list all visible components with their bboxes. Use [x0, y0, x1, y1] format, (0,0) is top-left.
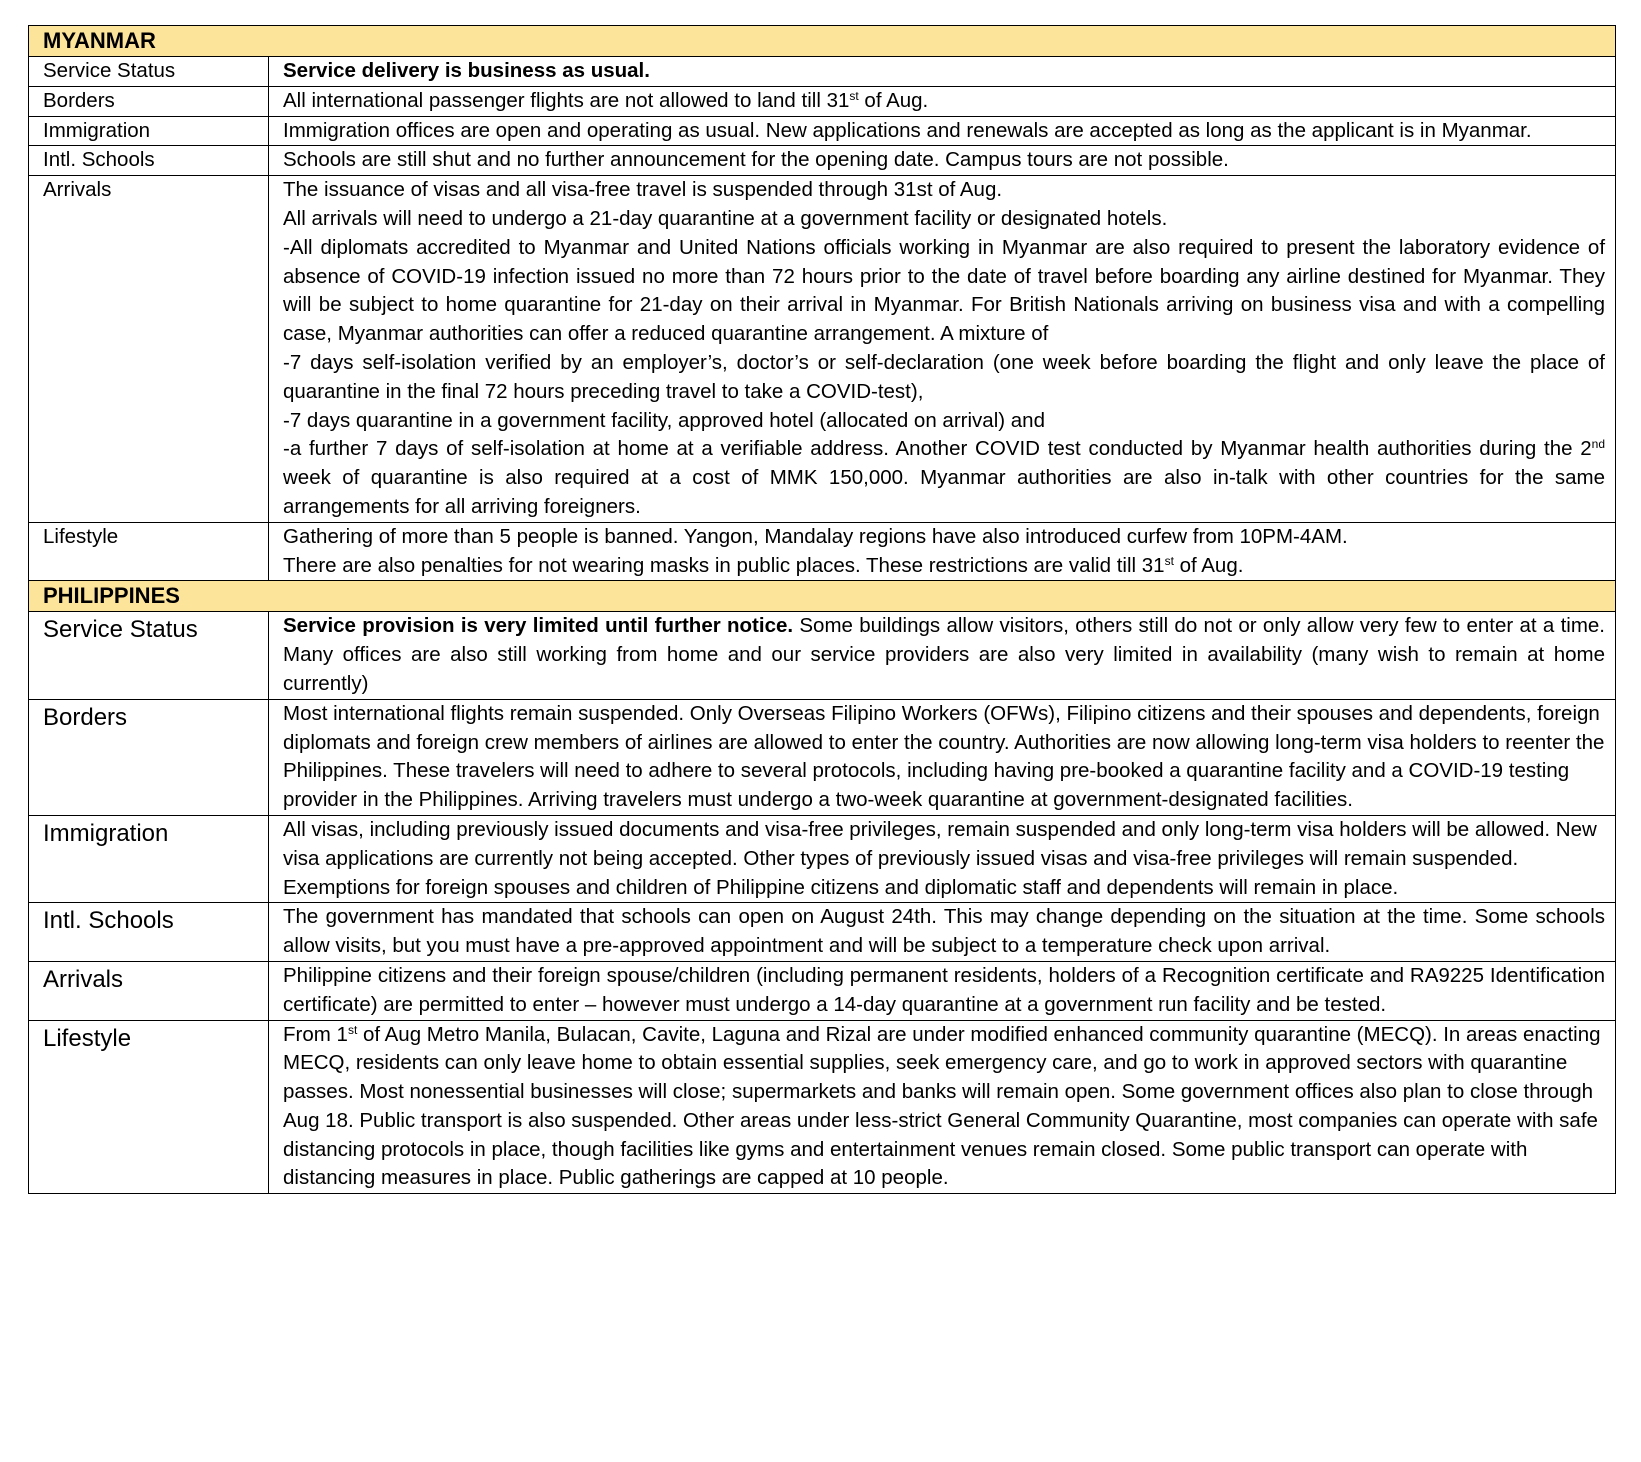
paragraph	[283, 962, 1605, 1020]
row-label: Intl. Schools	[29, 146, 269, 176]
country-header-row	[29, 581, 1616, 612]
paragraph	[283, 435, 1605, 521]
row-label: Borders	[29, 699, 269, 815]
advisory-document	[28, 25, 1615, 1194]
text-run: All visas, including previously issued documents and visa-free privileges, remain suspended and only long-term visa holders will be allowed. New visa applications are currently not being accepted. Other types of previously issued visas and visa-free privileges will remain suspended. Exemptions for foreign spouses and children of Philippine citizens and diplomatic staff and dependents will remain in place.	[283, 817, 1597, 899]
paragraph	[283, 117, 1605, 146]
row-label: Arrivals	[29, 961, 269, 1020]
ordinal-suffix: nd	[1591, 437, 1606, 452]
paragraph	[283, 349, 1605, 407]
row-value	[269, 612, 1616, 699]
paragraph	[283, 523, 1605, 552]
paragraph	[283, 176, 1605, 205]
text-run: -7 days quarantine in a government facility, approved hotel (allocated on arrival) and	[283, 408, 1045, 432]
text-run: Philippine citizens and their foreign spouse/children (including permanent residents, holders of a Recognition certificate and RA9225 Identification certificate) are permitted to enter – however must undergo a 14-day quarantine at a government run facility and be tested.	[283, 963, 1606, 1016]
row-value	[269, 815, 1616, 902]
table-row	[29, 86, 1616, 116]
row-value	[269, 146, 1616, 176]
table-row	[29, 57, 1616, 87]
paragraph	[283, 146, 1605, 175]
country-name: PHILIPPINES	[29, 581, 1616, 612]
paragraph	[283, 205, 1605, 234]
paragraph	[283, 700, 1605, 815]
row-label: Borders	[29, 86, 269, 116]
table-row	[29, 612, 1616, 699]
status-bold-text: Service provision is very limited until further notice.	[283, 614, 794, 638]
text-run: week of quarantine is also required at a cost of MMK 150,000. Myanmar authorities are also in-talk with other countries for the same arrangements for all arriving foreigners.	[283, 466, 1606, 518]
paragraph	[283, 87, 1605, 116]
row-value	[269, 961, 1616, 1020]
status-detail-text: Some buildings allow visitors, others still do not or only allow very few to enter at a time. Many offices are also still working from home and our service providers are also very limited in availability (many wish to remain at home currently)	[283, 614, 1606, 695]
text-run: There are also penalties for not wearing masks in public places. These restrictions are valid till 31	[283, 553, 1165, 577]
row-label: Arrivals	[29, 176, 269, 523]
row-value	[269, 86, 1616, 116]
country-status-table	[28, 25, 1616, 1194]
table-row	[29, 1020, 1616, 1194]
ordinal-suffix: st	[347, 1022, 358, 1037]
row-label: Intl. Schools	[29, 903, 269, 962]
table-row	[29, 961, 1616, 1020]
ordinal-suffix: st	[849, 88, 859, 103]
row-label: Immigration	[29, 116, 269, 146]
row-label: Service Status	[29, 57, 269, 87]
text-run: of Aug Metro Manila, Bulacan, Cavite, Laguna and Rizal are under modified enhanced community quarantine (MECQ). In areas enacting MECQ, residents can only leave home to obtain essential supplies, seek emergency care, and go to work in approved sectors with quarantine passes. Most nonessential businesses will close; supermarkets and banks will remain open. Some government offices also plan to close through Aug 18. Public transport is also suspended. Other areas under less-strict General Community Quarantine, most companies can operate with safe distancing protocols in place, though facilities like gyms and entertainment venues remain closed. Some public transport can operate with distancing measures in place. Public gatherings are capped at 10 people.	[283, 1022, 1601, 1190]
section-philippines	[29, 581, 1616, 1194]
table-row	[29, 146, 1616, 176]
text-run: -a further 7 days of self-isolation at home at a verifiable address. Another COVID test conducted by Myanmar health authorities during the 2	[283, 437, 1592, 461]
table-row	[29, 176, 1616, 523]
row-label: Lifestyle	[29, 1020, 269, 1194]
table-row	[29, 116, 1616, 146]
section-myanmar	[29, 26, 1616, 581]
row-value	[269, 1020, 1616, 1194]
row-value	[269, 903, 1616, 962]
table-row	[29, 522, 1616, 581]
text-run: The issuance of visas and all visa-free travel is suspended through 31st of Aug.	[283, 178, 1003, 202]
status-bold-text: Service delivery is business as usual.	[283, 59, 650, 82]
row-value	[269, 522, 1616, 581]
text-run: All international passenger flights are not allowed to land till 31	[283, 88, 850, 112]
paragraph	[283, 816, 1605, 902]
text-run: -7 days self-isolation verified by an employer’s, doctor’s or self-declaration (one week before boarding the flight and only leave the place of quarantine in the final 72 hours preceding travel to take a COVID-test),	[283, 350, 1606, 403]
text-run: Most international flights remain suspended. Only Overseas Filipino Workers (OFWs), Filipino citizens and their spouses and dependents, foreign diplomats and foreign crew members of airlines are allowed to enter the country. Authorities are now allowing long-term visa holders to reenter the Philippines. These travelers will need to adhere to several protocols, including having pre-booked a quarantine facility and a COVID-19 testing provider in the Philippines. Arriving travelers must undergo a two-week quarantine at government-designated facilities.	[283, 701, 1605, 812]
text-run: The government has mandated that schools can open on August 24th. This may change depending on the situation at the time. Some schools allow visits, but you must have a pre-approved appointment and will be subject to a temperature check upon arrival.	[283, 905, 1606, 958]
text-run: Immigration offices are open and operating as usual. New applications and renewals are accepted as long as the applicant is in Myanmar.	[283, 118, 1532, 142]
paragraph	[283, 407, 1605, 436]
row-value	[269, 699, 1616, 815]
ordinal-suffix: st	[1164, 553, 1174, 568]
row-label: Service Status	[29, 612, 269, 699]
row-label: Lifestyle	[29, 522, 269, 581]
text-run: From 1	[283, 1022, 348, 1046]
row-value	[269, 116, 1616, 146]
country-name: MYANMAR	[29, 26, 1616, 57]
country-header-row	[29, 26, 1616, 57]
table-row	[29, 815, 1616, 902]
text-run: Schools are still shut and no further announcement for the opening date. Campus tours are not possible.	[283, 148, 1229, 172]
text-run: All arrivals will need to undergo a 21-day quarantine at a government facility or designated hotels.	[283, 206, 1168, 230]
row-value	[269, 176, 1616, 523]
row-value	[269, 57, 1616, 87]
text-run: -All diplomats accredited to Myanmar and United Nations officials working in Myanmar are also required to present the laboratory evidence of absence of COVID-19 infection issued no more than 72 hours prior to the date of travel before boarding any airline destined for Myanmar. They will be subject to home quarantine for 21-day on their arrival in Myanmar. For British Nationals arriving on business visa and with a compelling case, Myanmar authorities can offer a reduced quarantine arrangement. A mixture of	[283, 235, 1606, 346]
table-row	[29, 699, 1616, 815]
paragraph	[283, 234, 1605, 349]
paragraph	[283, 903, 1605, 961]
text-run: of Aug.	[1173, 553, 1244, 577]
row-label: Immigration	[29, 815, 269, 902]
text-run: of Aug.	[858, 88, 929, 112]
paragraph	[283, 1021, 1605, 1194]
paragraph	[283, 552, 1605, 581]
table-row	[29, 903, 1616, 962]
text-run: Gathering of more than 5 people is banned. Yangon, Mandalay regions have also introduced curfew from 10PM-4AM.	[283, 524, 1348, 548]
